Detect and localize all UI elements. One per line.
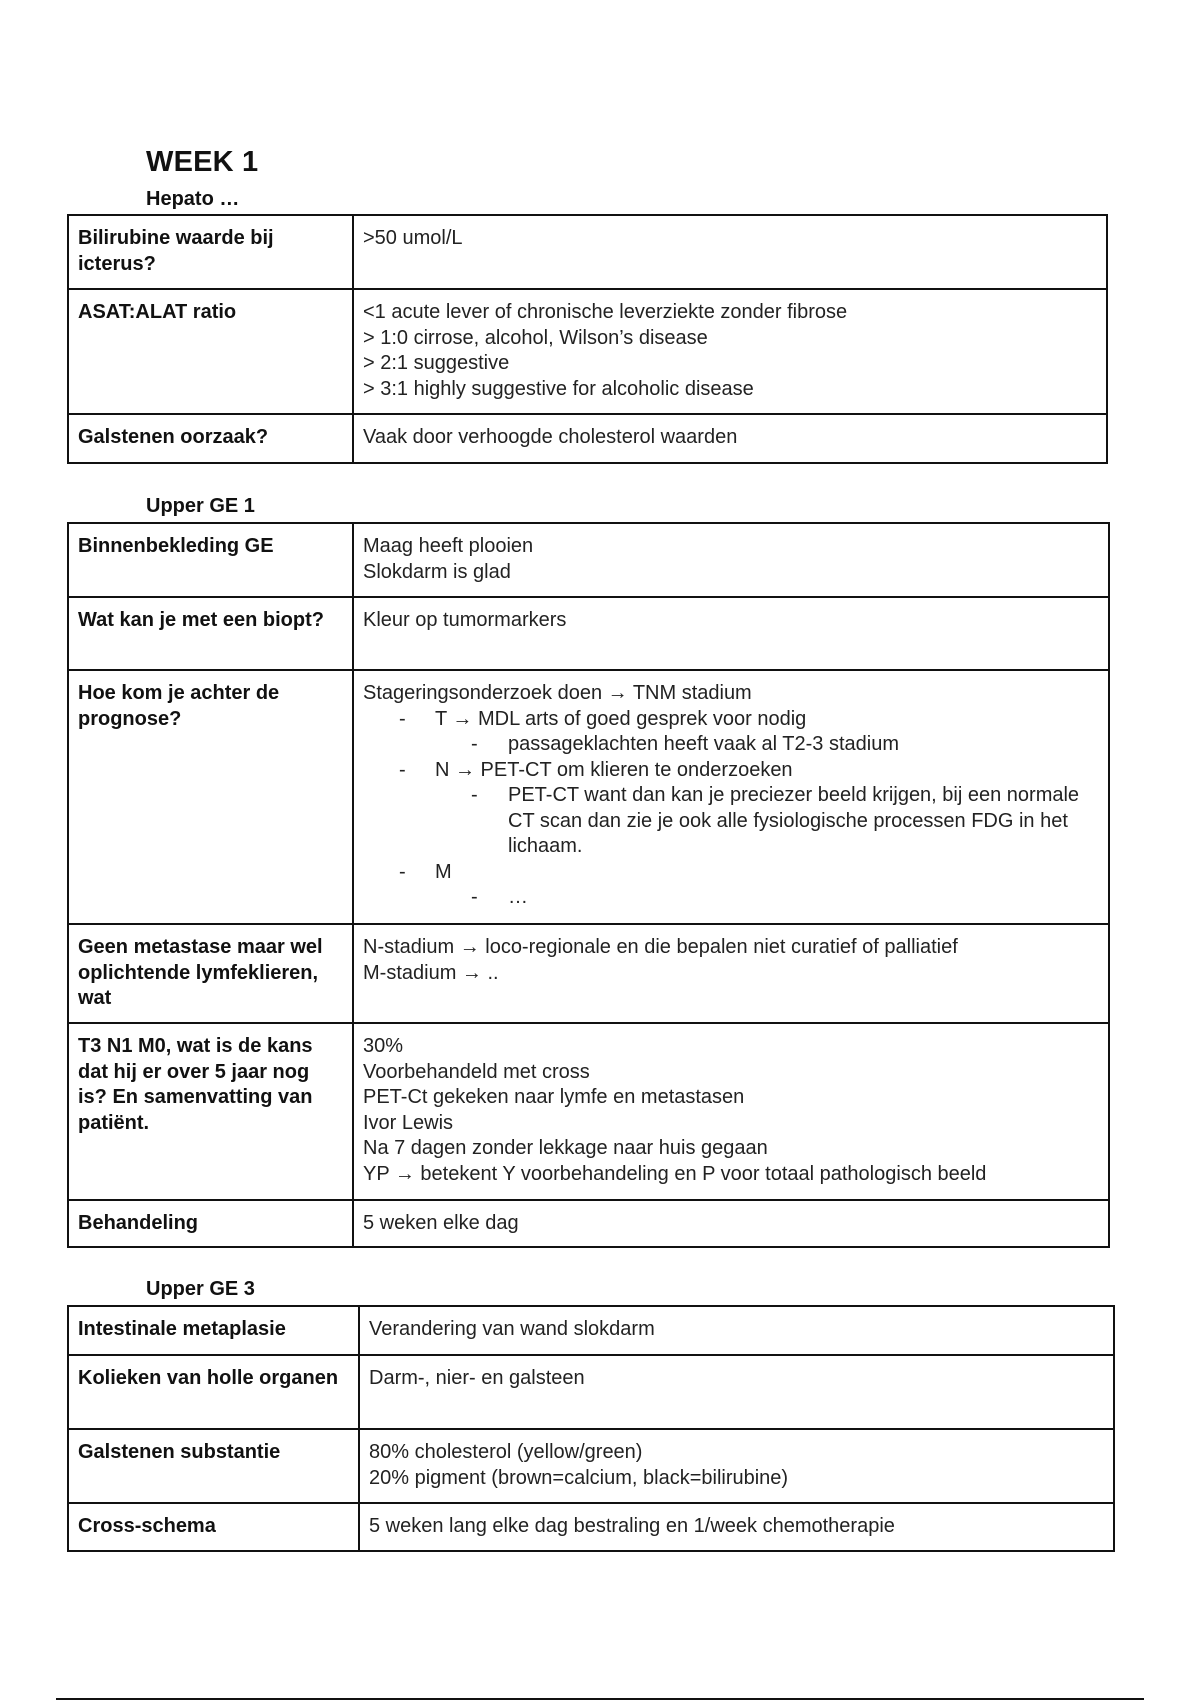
answer-line: Kleur op tumormarkers	[363, 609, 567, 631]
answer-cell	[359, 1355, 1114, 1429]
qa-table-upper-ge-1	[67, 522, 1110, 1248]
table-row	[68, 289, 1107, 414]
answer-line: M-stadium → ..	[363, 961, 499, 984]
table-row	[68, 1023, 1109, 1200]
question-cell: Intestinale metaplasie	[68, 1306, 359, 1355]
question-cell: Binnenbekleding GE	[68, 523, 353, 597]
answer-line: Maag heeft plooien	[363, 535, 534, 557]
question-cell: Cross-schema	[68, 1503, 359, 1551]
question-cell: Geen metastase maar wel oplichtende lymfeklieren, wat	[68, 924, 353, 1023]
answer-line: 5 weken elke dag	[363, 1212, 519, 1234]
answer-cell	[353, 523, 1109, 597]
answer-cell	[353, 215, 1107, 289]
answer-line: 30%	[363, 1035, 404, 1057]
answer-line: Slokdarm is glad	[363, 560, 511, 583]
answer-line: Vaak door verhoogde cholesterol waarden	[363, 426, 738, 448]
bullet-line: - passageklachten heeft vaak al T2-3 stadium	[363, 732, 1099, 758]
answer-line: 80% cholesterol (yellow/green)	[369, 1441, 643, 1463]
answer-line: > 3:1 highly suggestive for alcoholic disease	[363, 377, 754, 400]
question-cell: Hoe kom je achter de prognose?	[68, 670, 353, 924]
table-row	[68, 215, 1107, 289]
table-row	[68, 1200, 1109, 1247]
qa-table-upper-ge-3	[67, 1305, 1115, 1552]
table-row	[68, 670, 1109, 924]
question-cell: Bilirubine waarde bij icterus?	[68, 215, 353, 289]
section-heading-upper-ge-1: Upper GE 1	[146, 495, 255, 517]
bullet-line: - …	[363, 885, 1099, 911]
answer-line: >50 umol/L	[363, 227, 463, 249]
answer-cell	[353, 597, 1109, 670]
table-row	[68, 1429, 1114, 1503]
question-cell: ASAT:ALAT ratio	[68, 289, 353, 414]
answer-cell	[353, 924, 1109, 1023]
answer-cell	[353, 414, 1107, 463]
section-heading-upper-ge-3: Upper GE 3	[146, 1278, 255, 1300]
answer-cell	[353, 289, 1107, 414]
table-row	[68, 1306, 1114, 1355]
table-row	[68, 1355, 1114, 1429]
bullet-line: - M	[363, 860, 1099, 886]
question-cell: Wat kan je met een biopt?	[68, 597, 353, 670]
answer-cell	[353, 670, 1109, 924]
answer-cell	[359, 1503, 1114, 1551]
answer-line: Voorbehandeld met cross	[363, 1060, 590, 1083]
table-row	[68, 924, 1109, 1023]
answer-cell	[359, 1429, 1114, 1503]
bullet-line: - N → PET-CT om klieren te onderzoeken	[363, 758, 1099, 784]
answer-line: > 2:1 suggestive	[363, 352, 510, 374]
question-cell: T3 N1 M0, wat is de kans dat hij er over 5 jaar nog is? En samenvatting van patiënt.	[68, 1023, 353, 1200]
answer-line: Ivor Lewis	[363, 1111, 454, 1134]
table-row	[68, 597, 1109, 670]
question-cell: Behandeling	[68, 1200, 353, 1247]
answer-line: 20% pigment (brown=calcium, black=bilirubine)	[369, 1466, 789, 1489]
section-heading-hepato: Hepato …	[146, 188, 240, 210]
table-row	[68, 1503, 1114, 1551]
question-cell: Kolieken van holle organen	[68, 1355, 359, 1429]
answer-line: PET-Ct gekeken naar lymfe en metastasen	[363, 1086, 745, 1108]
table-row	[68, 523, 1109, 597]
answer-cell	[359, 1306, 1114, 1355]
answer-line: Darm-, nier- en galsteen	[369, 1367, 585, 1389]
question-cell: Galstenen substantie	[68, 1429, 359, 1503]
answer-line: Stageringsonderzoek doen → TNM stadium	[363, 682, 752, 704]
week-title: WEEK 1	[146, 146, 259, 178]
answer-line: <1 acute lever of chronische leverziekte zonder fibrose	[363, 301, 848, 323]
question-cell: Galstenen oorzaak?	[68, 414, 353, 463]
answer-line: > 1:0 cirrose, alcohol, Wilson’s disease	[363, 326, 708, 349]
answer-line: Na 7 dagen zonder lekkage naar huis gegaan	[363, 1137, 768, 1159]
answer-cell	[353, 1023, 1109, 1200]
qa-table-hepato	[67, 214, 1108, 464]
answer-line: 5 weken lang elke dag bestraling en 1/week chemotherapie	[369, 1515, 895, 1537]
answer-line: N-stadium → loco-regionale en die bepalen niet curatief of palliatief	[363, 936, 958, 958]
answer-line: YP → betekent Y voorbehandeling en P voor totaal pathologisch beeld	[363, 1162, 987, 1185]
table-row	[68, 414, 1107, 463]
answer-line: Verandering van wand slokdarm	[369, 1318, 655, 1340]
bullet-line: - T → MDL arts of goed gesprek voor nodig	[363, 707, 1099, 733]
answer-cell	[353, 1200, 1109, 1247]
bullet-line: - PET-CT want dan kan je preciezer beeld krijgen, bij een normale CT scan dan zie je ook alle fysiologische processen FDG in het lichaam.	[363, 783, 1099, 860]
